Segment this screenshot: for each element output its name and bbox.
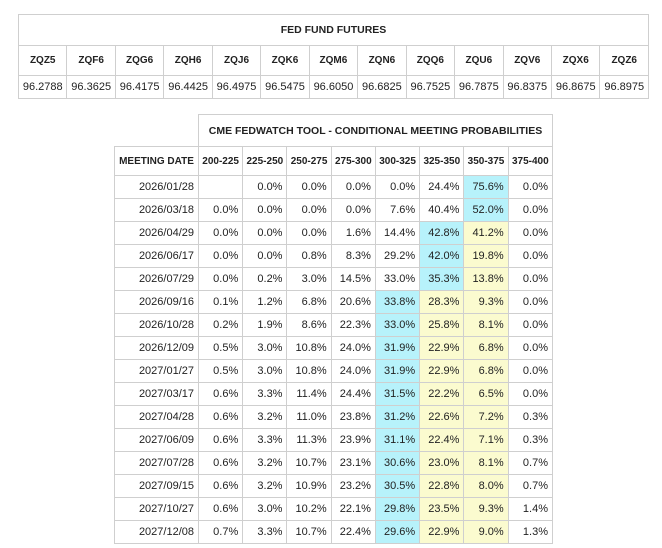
probability-cell: 0.6% [199,475,243,498]
probability-cell: 0.7% [508,475,552,498]
probability-cell: 41.2% [464,222,508,245]
probability-cell: 0.5% [199,337,243,360]
probability-cell: 0.0% [243,176,287,199]
probability-cell: 0.0% [508,383,552,406]
probability-cell: 0.0% [243,199,287,222]
contract-code-zqu6: ZQU6 [455,46,503,76]
fedwatch-title: CME FEDWATCH TOOL - CONDITIONAL MEETING PROBABILITIES [199,115,553,147]
probability-cell: 22.8% [420,475,464,498]
probability-cell: 33.8% [375,291,419,314]
probability-cell: 11.3% [287,429,331,452]
probability-cell: 22.4% [331,521,375,544]
probability-cell: 0.1% [199,291,243,314]
fedwatch-title-spacer [115,115,199,147]
probability-cell: 10.7% [287,452,331,475]
probability-cell: 0.0% [199,199,243,222]
probability-cell: 0.3% [508,406,552,429]
meeting-row [115,268,553,291]
contract-price-zqx6: 96.8675 [551,76,599,99]
futures-title: FED FUND FUTURES [19,15,649,46]
probability-cell: 10.2% [287,498,331,521]
meeting-row [115,498,553,521]
contract-code-zqz5: ZQZ5 [19,46,67,76]
contract-price-zqn6: 96.6825 [358,76,406,99]
probability-cell: 1.9% [243,314,287,337]
contract-price-zqj6: 96.4975 [212,76,260,99]
probability-cell: 23.1% [331,452,375,475]
probability-cell: 25.8% [420,314,464,337]
probability-cell: 8.0% [464,475,508,498]
probability-cell: 0.0% [199,222,243,245]
contract-price-zqf6: 96.3625 [67,76,115,99]
range-header-375-400: 375-400 [508,147,552,176]
meeting-date: 2027/01/27 [115,360,199,383]
probability-cell: 29.2% [375,245,419,268]
fedwatch-title-row [115,115,553,147]
probability-cell: 22.4% [420,429,464,452]
futures-title-row [19,15,649,46]
contract-code-zqg6: ZQG6 [115,46,163,76]
range-header-300-325: 300-325 [375,147,419,176]
probability-cell: 0.2% [243,268,287,291]
probability-cell: 1.6% [331,222,375,245]
meeting-date: 2027/04/28 [115,406,199,429]
probability-cell: 0.6% [199,406,243,429]
probability-cell: 0.0% [331,199,375,222]
probability-cell: 0.2% [199,314,243,337]
probability-cell: 0.0% [199,245,243,268]
probability-cell: 3.0% [243,337,287,360]
probability-cell: 11.4% [287,383,331,406]
range-header-250-275: 250-275 [287,147,331,176]
probability-cell: 42.8% [420,222,464,245]
probability-cell: 52.0% [464,199,508,222]
meeting-date: 2027/10/27 [115,498,199,521]
probability-cell: 1.2% [243,291,287,314]
probability-cell: 3.0% [287,268,331,291]
range-header-275-300: 275-300 [331,147,375,176]
meeting-date: 2027/09/15 [115,475,199,498]
meeting-date: 2027/03/17 [115,383,199,406]
meeting-row [115,222,553,245]
probability-cell [199,176,243,199]
contract-price-zqg6: 96.4175 [115,76,163,99]
probability-cell: 33.0% [375,268,419,291]
probability-cell: 31.9% [375,360,419,383]
meeting-date: 2026/04/29 [115,222,199,245]
meeting-date: 2027/06/09 [115,429,199,452]
probability-cell: 23.9% [331,429,375,452]
contract-code-zqv6: ZQV6 [503,46,551,76]
probability-cell: 8.1% [464,452,508,475]
probability-cell: 3.0% [243,498,287,521]
probability-cell: 3.2% [243,452,287,475]
meeting-row [115,406,553,429]
probability-cell: 10.7% [287,521,331,544]
contract-price-zqk6: 96.5475 [261,76,309,99]
meeting-row [115,199,553,222]
probability-cell: 23.8% [331,406,375,429]
probability-cell: 3.3% [243,429,287,452]
meeting-date: 2027/12/08 [115,521,199,544]
meeting-date: 2026/07/29 [115,268,199,291]
probability-cell: 14.4% [375,222,419,245]
contract-code-zqn6: ZQN6 [358,46,406,76]
contract-code-zqh6: ZQH6 [164,46,212,76]
probability-cell: 10.8% [287,360,331,383]
probability-cell: 8.6% [287,314,331,337]
contract-code-zqk6: ZQK6 [261,46,309,76]
probability-cell: 6.8% [464,360,508,383]
probability-cell: 0.7% [508,452,552,475]
fedwatch-body [115,176,553,544]
probability-cell: 0.0% [199,268,243,291]
meeting-row [115,383,553,406]
probability-cell: 10.8% [287,337,331,360]
range-header-225-250: 225-250 [243,147,287,176]
probability-cell: 3.3% [243,521,287,544]
futures-code-row [19,46,649,76]
probability-cell: 1.4% [508,498,552,521]
contract-code-zqq6: ZQQ6 [406,46,454,76]
contract-price-zqq6: 96.7525 [406,76,454,99]
probability-cell: 0.0% [287,199,331,222]
probability-cell: 29.8% [375,498,419,521]
probability-cell: 31.1% [375,429,419,452]
probability-cell: 0.0% [508,222,552,245]
probability-cell: 11.0% [287,406,331,429]
probability-cell: 7.6% [375,199,419,222]
probability-cell: 23.5% [420,498,464,521]
probability-cell: 24.0% [331,337,375,360]
meeting-row [115,176,553,199]
probability-cell: 22.2% [420,383,464,406]
contract-price-zqv6: 96.8375 [503,76,551,99]
probability-cell: 0.6% [199,383,243,406]
probability-cell: 19.8% [464,245,508,268]
meeting-row [115,360,553,383]
probability-cell: 0.0% [508,199,552,222]
meeting-date: 2026/06/17 [115,245,199,268]
probability-cell: 23.2% [331,475,375,498]
contract-code-zqz6: ZQZ6 [600,46,649,76]
probability-cell: 0.0% [375,176,419,199]
probability-cell: 0.0% [508,245,552,268]
range-header-350-375: 350-375 [464,147,508,176]
probability-cell: 0.7% [199,521,243,544]
probability-cell: 22.6% [420,406,464,429]
meeting-row [115,429,553,452]
probability-cell: 3.2% [243,406,287,429]
probability-cell: 3.3% [243,383,287,406]
contract-price-zqu6: 96.7875 [455,76,503,99]
probability-cell: 9.3% [464,498,508,521]
probability-cell: 0.6% [199,498,243,521]
probability-cell: 24.0% [331,360,375,383]
meeting-date: 2026/12/09 [115,337,199,360]
probability-cell: 35.3% [420,268,464,291]
probability-cell: 22.9% [420,521,464,544]
contract-code-zqx6: ZQX6 [551,46,599,76]
contract-price-zqm6: 96.6050 [309,76,357,99]
range-header-325-350: 325-350 [420,147,464,176]
probability-cell: 6.5% [464,383,508,406]
probability-cell: 0.5% [199,360,243,383]
meeting-date: 2027/07/28 [115,452,199,475]
probability-cell: 0.0% [508,337,552,360]
probability-cell: 30.6% [375,452,419,475]
meeting-date: 2026/03/18 [115,199,199,222]
probability-cell: 0.0% [508,291,552,314]
meeting-date: 2026/09/16 [115,291,199,314]
probability-cell: 22.9% [420,337,464,360]
probability-cell: 8.1% [464,314,508,337]
meeting-row [115,452,553,475]
futures-price-row [19,76,649,99]
probability-cell: 40.4% [420,199,464,222]
probability-cell: 0.3% [508,429,552,452]
probability-cell: 22.3% [331,314,375,337]
probability-cell: 3.2% [243,475,287,498]
probability-cell: 28.3% [420,291,464,314]
probability-cell: 0.6% [199,452,243,475]
probability-cell: 22.1% [331,498,375,521]
probability-cell: 1.3% [508,521,552,544]
probability-cell: 0.0% [508,314,552,337]
fed-fund-futures-table [18,14,649,99]
contract-code-zqf6: ZQF6 [67,46,115,76]
probability-cell: 31.5% [375,383,419,406]
probability-cell: 0.0% [243,245,287,268]
contract-code-zqm6: ZQM6 [309,46,357,76]
probability-cell: 24.4% [420,176,464,199]
probability-cell: 0.6% [199,429,243,452]
meeting-row [115,337,553,360]
probability-cell: 0.0% [508,176,552,199]
meeting-row [115,245,553,268]
probability-cell: 31.9% [375,337,419,360]
probability-cell: 42.0% [420,245,464,268]
probability-cell: 23.0% [420,452,464,475]
probability-cell: 6.8% [287,291,331,314]
probability-cell: 0.0% [287,222,331,245]
probability-cell: 29.6% [375,521,419,544]
contract-price-zqz5: 96.2788 [19,76,67,99]
probability-cell: 8.3% [331,245,375,268]
meeting-date-header: MEETING DATE [115,147,199,176]
probability-cell: 9.0% [464,521,508,544]
probability-cell: 14.5% [331,268,375,291]
meeting-row [115,521,553,544]
probability-cell: 0.8% [287,245,331,268]
probability-cell: 30.5% [375,475,419,498]
probability-cell: 7.2% [464,406,508,429]
probability-cell: 0.0% [508,268,552,291]
probability-cell: 31.2% [375,406,419,429]
probability-cell: 0.0% [508,360,552,383]
probability-cell: 0.0% [331,176,375,199]
meeting-row [115,314,553,337]
probability-cell: 6.8% [464,337,508,360]
meeting-date: 2026/10/28 [115,314,199,337]
probability-cell: 24.4% [331,383,375,406]
probability-cell: 9.3% [464,291,508,314]
meeting-row [115,475,553,498]
probability-cell: 0.0% [287,176,331,199]
range-header-200-225: 200-225 [199,147,243,176]
probability-cell: 22.9% [420,360,464,383]
fedwatch-header-row [115,147,553,176]
probability-cell: 7.1% [464,429,508,452]
fedwatch-probabilities-table [114,114,553,544]
probability-cell: 13.8% [464,268,508,291]
probability-cell: 75.6% [464,176,508,199]
probability-cell: 20.6% [331,291,375,314]
probability-cell: 33.0% [375,314,419,337]
contract-code-zqj6: ZQJ6 [212,46,260,76]
probability-cell: 3.0% [243,360,287,383]
contract-price-zqh6: 96.4425 [164,76,212,99]
meeting-row [115,291,553,314]
contract-price-zqz6: 96.8975 [600,76,649,99]
probability-cell: 10.9% [287,475,331,498]
meeting-date: 2026/01/28 [115,176,199,199]
probability-cell: 0.0% [243,222,287,245]
